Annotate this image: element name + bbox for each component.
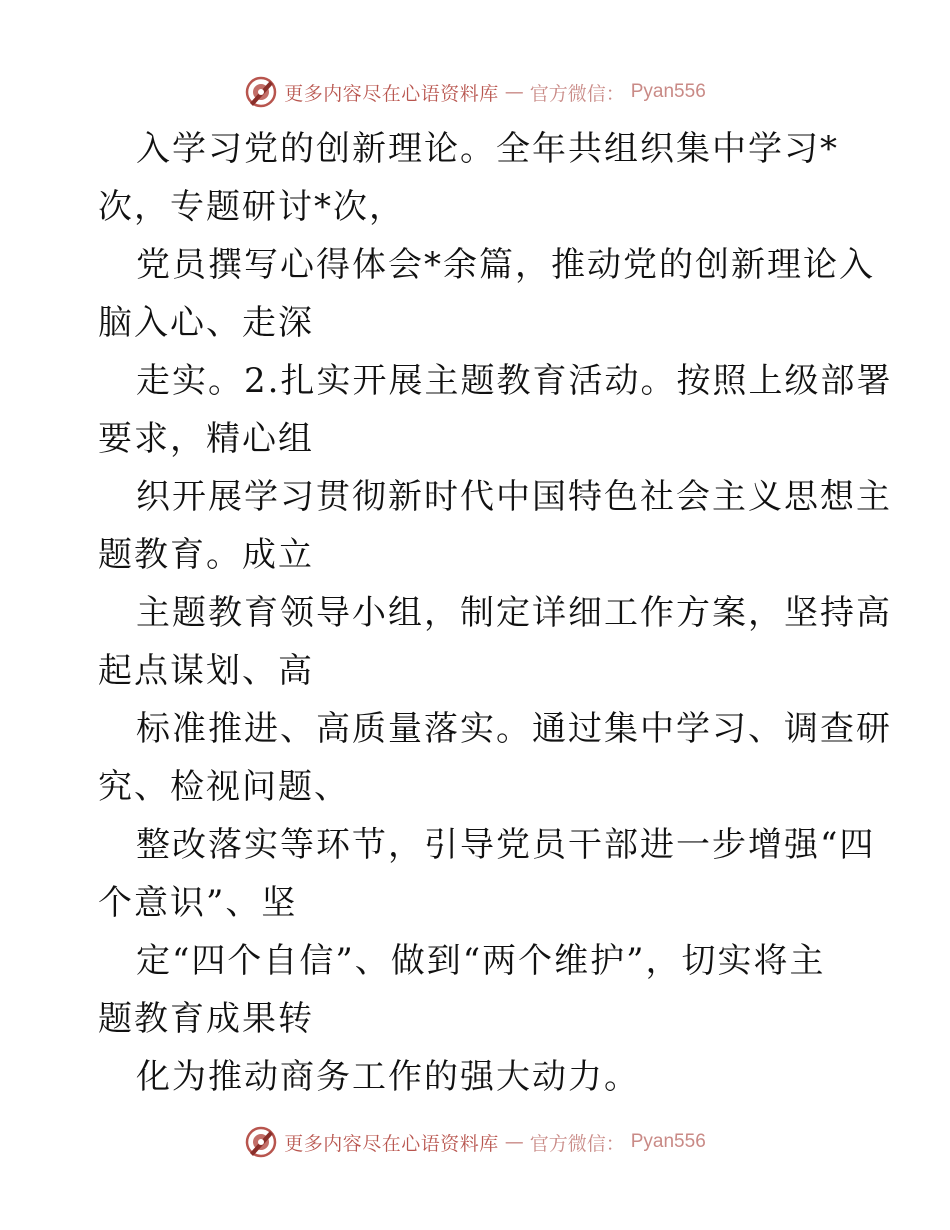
text-line: 整改落实等环节，引导党员干部进一步增强“四 — [136, 825, 876, 865]
watermark-wechat-label: 官方微信： — [529, 82, 625, 105]
text-line: 题教育。成立 — [98, 535, 314, 575]
watermark-text: 更多内容尽在心语资料库 — [284, 82, 499, 105]
text-line: 党员撰写心得体会*余篇，推动党的创新理论入 — [136, 245, 875, 285]
footer-watermark — [0, 1122, 950, 1162]
text-line: 脑入心、走深 — [98, 303, 314, 343]
quill-seal-icon — [244, 75, 278, 109]
document-body — [98, 120, 893, 1106]
text-line: 主题教育领导小组，制定详细工作方案，坚持高 — [136, 593, 892, 633]
watermark-text: 更多内容尽在心语资料库 — [284, 1132, 499, 1155]
text-line: 入学习党的创新理论。全年共组织集中学习* — [136, 129, 839, 169]
watermark-wechat-id: Pyan556 — [630, 1131, 706, 1152]
text-line: 定“四个自信”、做到“两个维护”，切实将主 — [136, 941, 826, 981]
watermark-separator: — — [504, 1131, 524, 1153]
watermark-wechat-label: 官方微信： — [529, 1132, 625, 1155]
text-line: 织开展学习贯彻新时代中国特色社会主义思想主 — [136, 477, 892, 517]
text-line: 走实。2.扎实开展主题教育活动。按照上级部署 — [136, 361, 893, 401]
text-line: 次，专题研讨*次， — [98, 187, 405, 227]
text-line: 标准推进、高质量落实。通过集中学习、调查研 — [136, 709, 892, 749]
text-line: 究、检视问题、 — [98, 767, 350, 807]
watermark-separator: — — [504, 81, 524, 103]
text-line: 要求，精心组 — [98, 419, 314, 459]
text-line: 个意识”、坚 — [98, 883, 298, 923]
text-line: 题教育成果转 — [98, 999, 314, 1039]
text-line: 化为推动商务工作的强大动力。 — [136, 1057, 640, 1097]
header-watermark — [0, 72, 950, 112]
quill-seal-icon — [244, 1125, 278, 1159]
watermark-wechat-id: Pyan556 — [630, 81, 706, 102]
text-line: 起点谋划、高 — [98, 651, 314, 691]
